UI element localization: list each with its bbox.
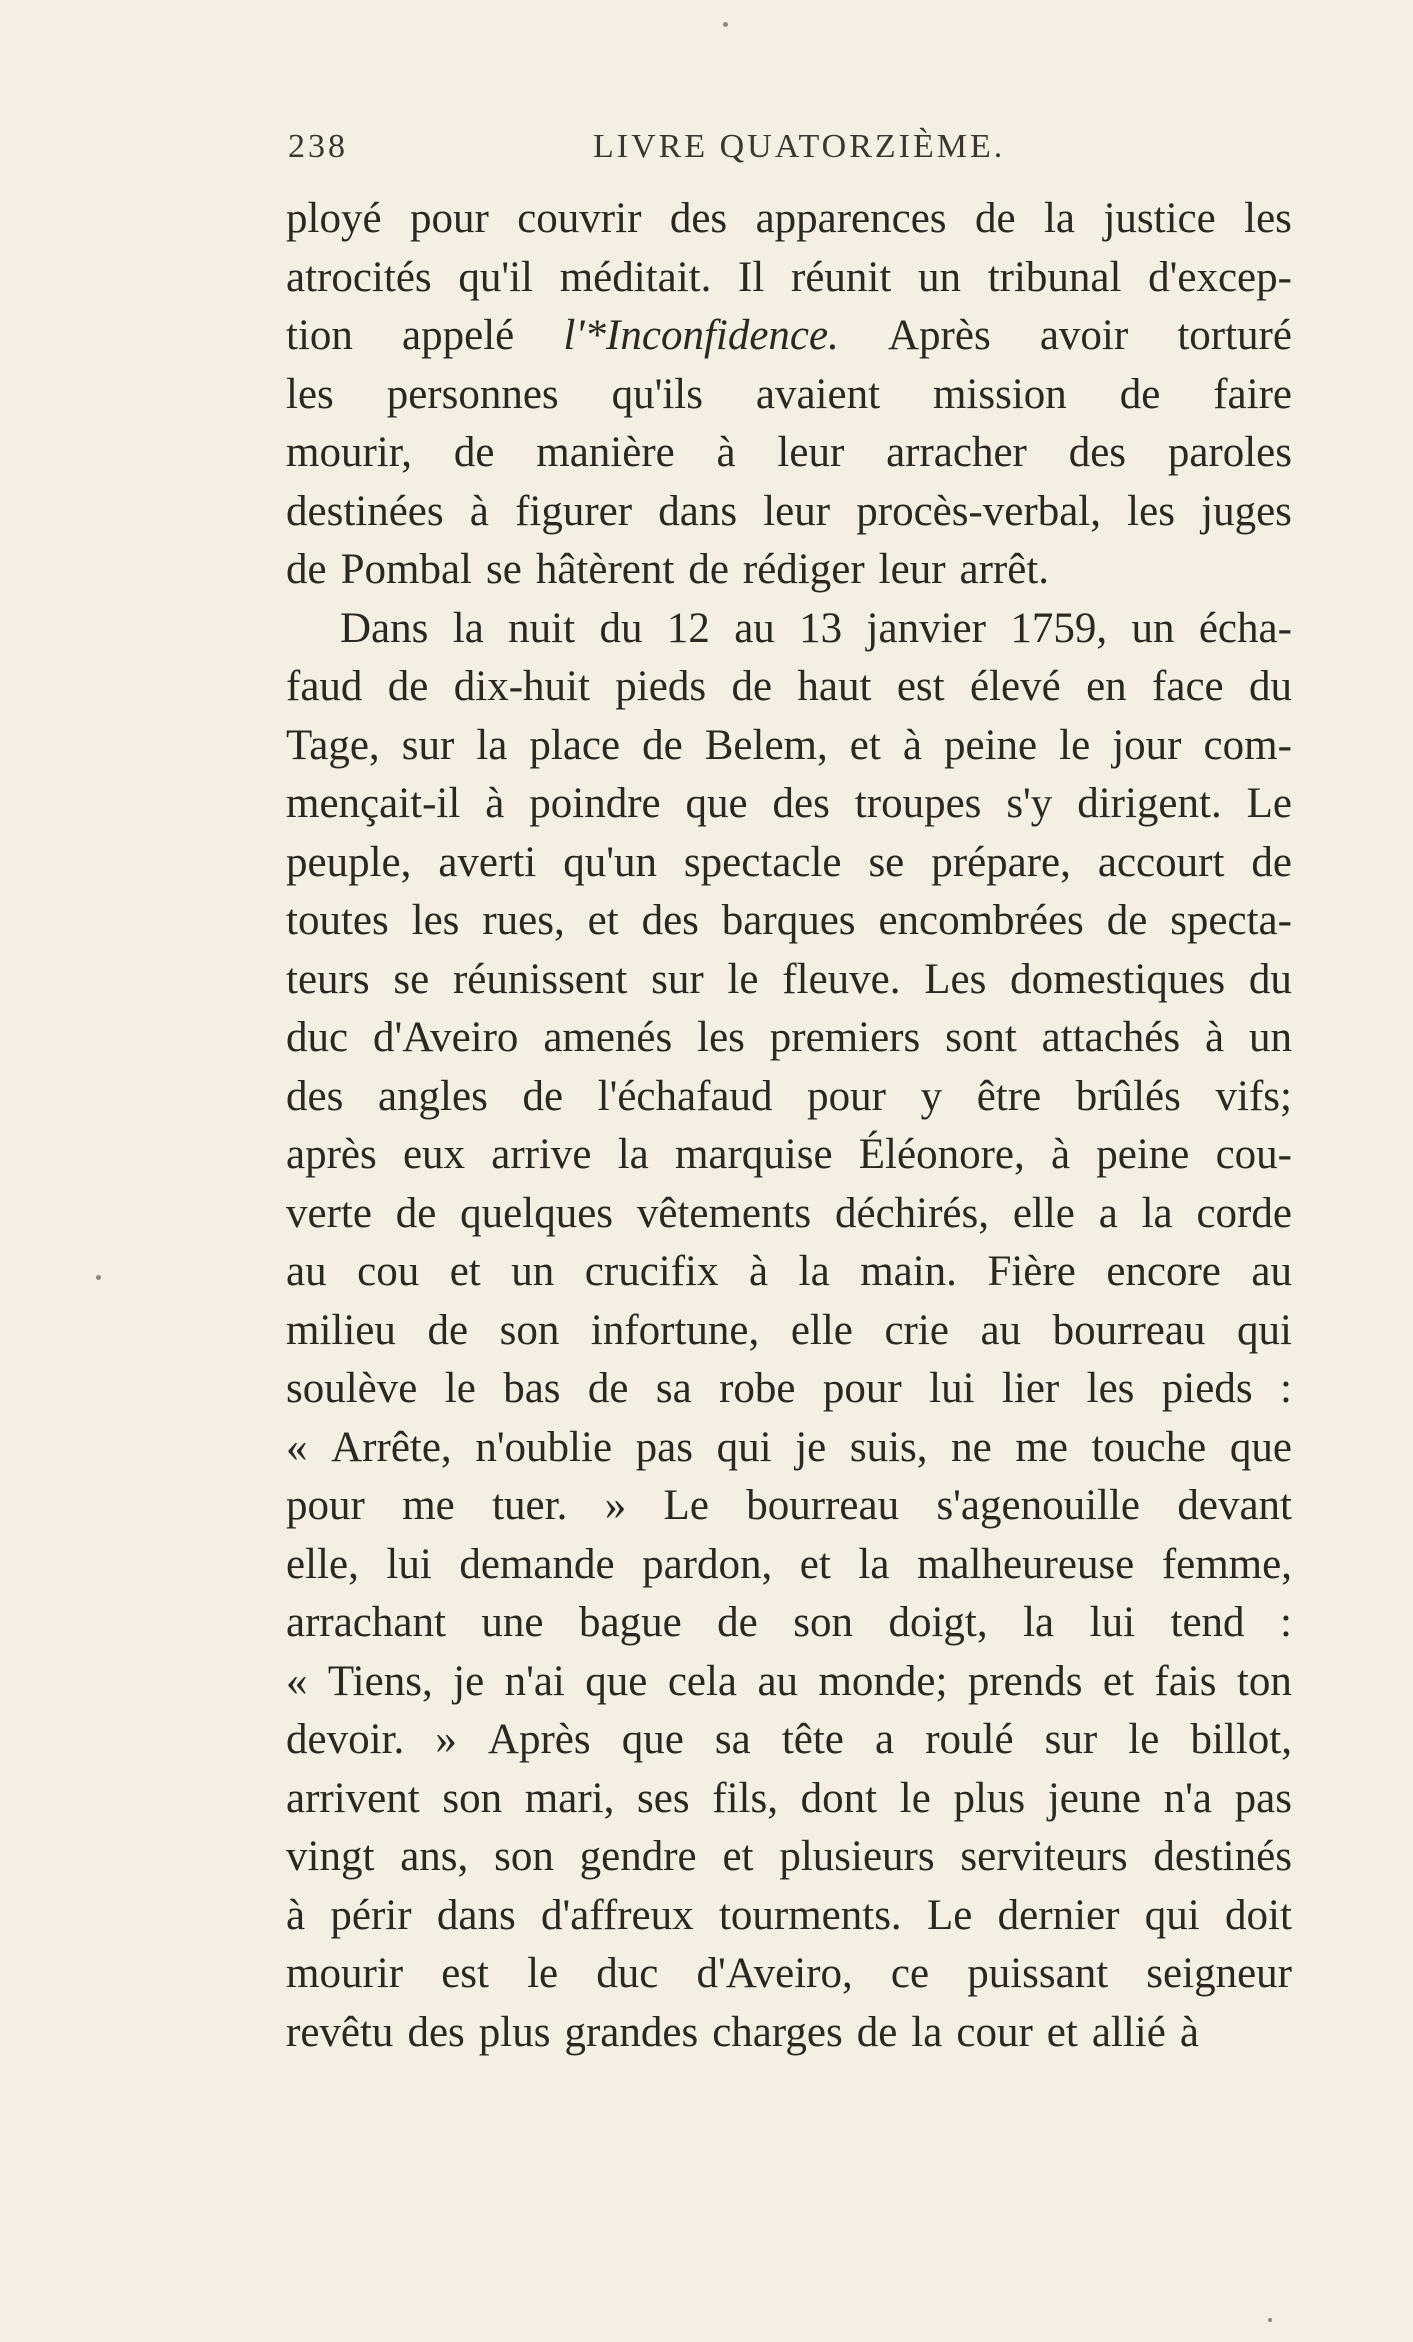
text-line: de Pombal se hâtèrent de rédiger leur arrêt. bbox=[286, 546, 1050, 593]
paragraph bbox=[286, 600, 1292, 2063]
text-line: Tage, sur la place de Belem, et à peine le jour com- bbox=[286, 721, 1292, 769]
running-header bbox=[288, 128, 1288, 172]
text-line: pour me tuer. » Le bourreau s'agenouille devant bbox=[286, 1482, 1292, 1529]
text-line: revêtu des plus grandes charges de la cour et allié à bbox=[286, 2008, 1199, 2056]
text-line: vingt ans, son gendre et plusieurs serviteurs destinés bbox=[286, 1833, 1292, 1880]
text-line: teurs se réunissent sur le fleuve. Les domestiques du bbox=[286, 955, 1292, 1003]
text-line: « Arrête, n'oublie pas qui je suis, ne me touche que bbox=[286, 1423, 1292, 1471]
text-line: atrocités qu'il méditait. Il réunit un tribunal d'excep- bbox=[286, 253, 1292, 301]
text-line: peuple, averti qu'un spectacle se prépare, accourt de bbox=[286, 838, 1292, 886]
text-line: mourir est le duc d'Aveiro, ce puissant seigneur bbox=[286, 1950, 1292, 1997]
text-line: faud de dix-huit pieds de haut est élevé en face du bbox=[286, 663, 1292, 710]
text-line: tion appelé l'*Inconfidence. Après avoir torturé bbox=[286, 312, 1292, 359]
text-line: verte de quelques vêtements déchirés, elle a la corde bbox=[286, 1189, 1292, 1237]
text-line: elle, lui demande pardon, et la malheureuse femme, bbox=[286, 1540, 1292, 1588]
text-line: duc d'Aveiro amenés les premiers sont attachés à un bbox=[286, 1014, 1292, 1061]
text-line: Dans la nuit du 12 au 13 janvier 1759, un écha- bbox=[340, 604, 1292, 652]
text-line: mençait-il à poindre que des troupes s'y dirigent. Le bbox=[286, 780, 1292, 827]
text-line: mourir, de manière à leur arracher des paroles bbox=[286, 429, 1292, 476]
page-number: 238 bbox=[288, 128, 348, 165]
text-line: les personnes qu'ils avaient mission de faire bbox=[286, 370, 1292, 418]
paper-speck bbox=[96, 1275, 101, 1280]
text-line: destinées à figurer dans leur procès-verbal, les juges bbox=[286, 487, 1292, 535]
paragraph bbox=[286, 190, 1292, 600]
text-line: « Tiens, je n'ai que cela au monde; prends et fais ton bbox=[286, 1657, 1292, 1705]
text-line: devoir. » Après que sa tête a roulé sur le billot, bbox=[286, 1716, 1292, 1763]
text-line: ployé pour couvrir des apparences de la justice les bbox=[286, 195, 1292, 242]
text-line: après eux arrive la marquise Éléonore, à peine cou- bbox=[286, 1131, 1292, 1178]
text-line: arrivent son mari, ses fils, dont le plus jeune n'a pas bbox=[286, 1774, 1292, 1822]
text-line: des angles de l'échafaud pour y être brûlés vifs; bbox=[286, 1072, 1292, 1120]
running-title: LIVRE QUATORZIÈME. bbox=[593, 128, 1006, 165]
text-line: au cou et un crucifix à la main. Fière encore au bbox=[286, 1248, 1292, 1295]
text-line: arrachant une bague de son doigt, la lui tend : bbox=[286, 1599, 1292, 1646]
text-line: toutes les rues, et des barques encombrées de specta- bbox=[286, 897, 1292, 944]
paper-speck bbox=[723, 22, 728, 27]
paper-speck bbox=[1268, 2318, 1272, 2322]
text-line: soulève le bas de sa robe pour lui lier les pieds : bbox=[286, 1365, 1292, 1412]
text-line: à périr dans d'affreux tourments. Le dernier qui doit bbox=[286, 1891, 1292, 1939]
text-line: milieu de son infortune, elle crie au bourreau qui bbox=[286, 1306, 1292, 1354]
body-text bbox=[286, 190, 1292, 2062]
